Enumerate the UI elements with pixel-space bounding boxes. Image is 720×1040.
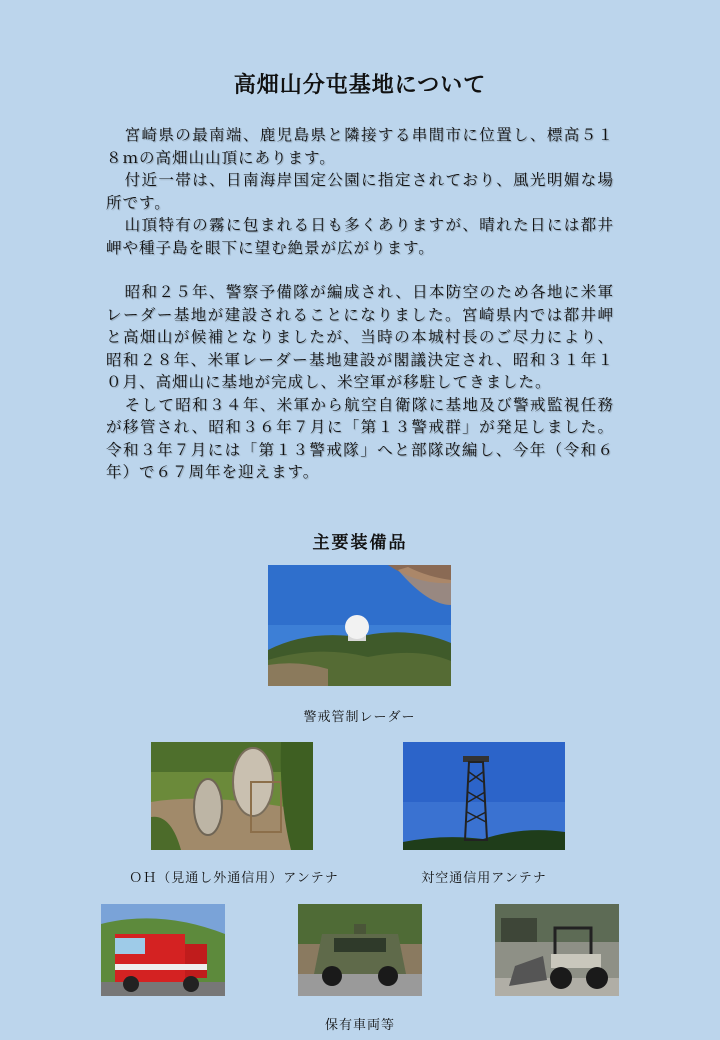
air-antenna-photo (403, 742, 565, 850)
paragraph-1: 宮崎県の最南端、鹿児島県と隣接する串間市に位置し、標高５１８ｍの高畑山山頂にあります。 (106, 126, 614, 167)
section-heading: 主要装備品 (312, 533, 408, 553)
paragraph-4: 昭和２５年、警察予備隊が編成され、日本防空のため各地に米軍レーダー基地が建設されることになりました。宮崎県内では都井岬と高畑山が候補となりましたが、当時の本城村長のご尽力により、昭和２８年、米軍レーダー基地建設が閣議決定され、昭和３１年１０月、高畑山に基地が完成し、米空軍が移駐してきました。 (106, 283, 614, 391)
page-title: 高畑山分屯基地について (233, 72, 487, 98)
armored-vehicle-photo (298, 904, 422, 996)
paragraph-3: 山頂特有の霧に包まれる日も多くありますが、晴れた日には都井岬や種子島を眼下に望む絶景が広がります。 (106, 216, 614, 257)
radar-caption: 警戒管制レーダー (303, 710, 416, 725)
oh-antenna-photo (151, 742, 313, 850)
wheel-loader-photo (495, 904, 619, 996)
vehicles-caption: 保有車両等 (324, 1018, 395, 1033)
paragraph-2: 付近一帯は、日南海岸国定公園に指定されており、風光明媚な場所です。 (106, 171, 614, 212)
air-antenna-caption: 対空通信用アンテナ (421, 871, 547, 886)
paragraph-5: そして昭和３４年、米軍から航空自衛隊に基地及び警戒監視任務が移管され、昭和３６年７月に「第１３警戒群」が発足しました。令和３年７月には「第１３警戒隊」へと部隊改編し、今年（令和６年）で６７周年を迎えます。 (106, 395, 614, 481)
description-text (106, 124, 614, 484)
paragraph-gap (106, 259, 614, 281)
oh-antenna-caption: ＯＨ（見通し外通信用）アンテナ (129, 871, 339, 886)
radar-photo (268, 565, 451, 686)
fire-truck-photo (101, 904, 225, 996)
